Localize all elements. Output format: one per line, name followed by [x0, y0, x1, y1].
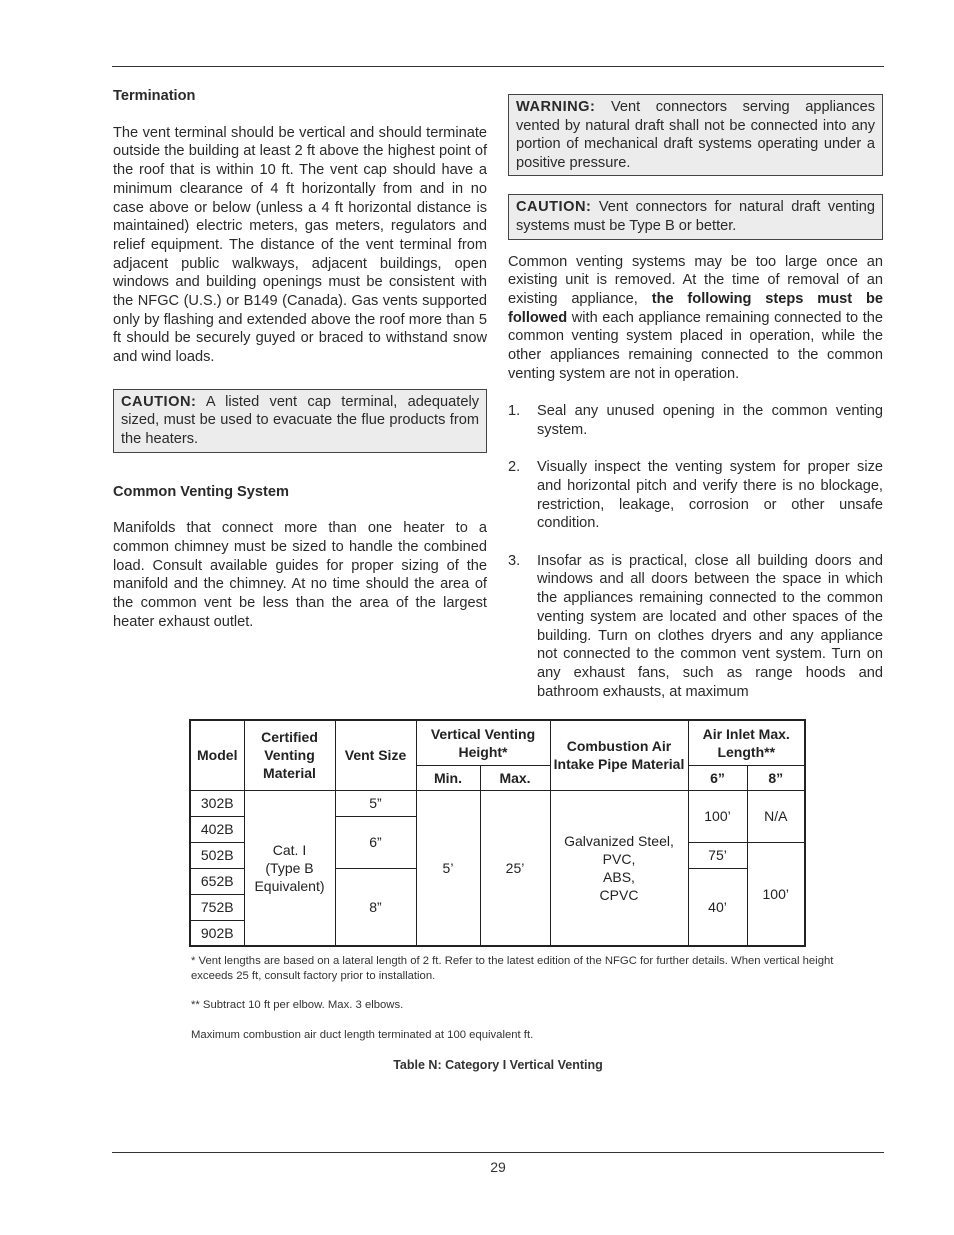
header-6in: 6” — [688, 765, 747, 790]
step-text: Seal any unused opening in the common venting system. — [537, 403, 883, 438]
step-number: 1. — [508, 403, 521, 420]
header-max: Max. — [480, 765, 550, 790]
six-inch-cell: 100’ — [688, 790, 747, 842]
venting-spec-table — [189, 719, 806, 947]
header-vent-size: Vent Size — [335, 720, 416, 790]
note-elbows: ** Subtract 10 ft per elbow. Max. 3 elbows. — [191, 999, 404, 1011]
eight-inch-cell: N/A — [747, 790, 805, 842]
table-row-model: 502B — [190, 842, 244, 868]
caution-box-vent-cap — [113, 389, 487, 453]
vent-size-cell: 5” — [335, 790, 416, 816]
eight-inch-cell: 100’ — [747, 842, 805, 946]
step-number: 3. — [508, 552, 521, 569]
note-max-duct: Maximum combustion air duct length terminated at 100 equivalent ft. — [191, 1028, 534, 1041]
header-combustion-air: Combustion Air Intake Pipe Material — [550, 720, 688, 790]
caution-label: CAUTION: — [121, 393, 197, 410]
table-row-model: 752B — [190, 894, 244, 920]
intro-emphasis: the following steps must be followed — [508, 290, 883, 326]
header-8in: 8” — [747, 765, 805, 790]
step-text: Insofar as is practical, close all building doors and windows and all doors between the space in which the appliances remaining connected to the common venting system are located and other spaces of the building. Turn on clothes dryers and any appliance not connected to the common vent system. Turn on any exhaust fans, such as range hoods and bathroom exhausts, at maximum — [537, 552, 883, 700]
list-item — [508, 402, 883, 439]
left-column — [113, 87, 487, 650]
note-vent-lengths: * Vent lengths are based on a lateral length of 2 ft. Refer to the latest edition of the NFGC for further details. When vertical height exceeds 25 ft, consult factory prior to installation. — [191, 955, 834, 982]
header-min: Min. — [416, 765, 480, 790]
common-venting-paragraph: Manifolds that connect more than one heater to a common chimney must be sized to handle the combined load. Consult available guides for proper sizing of the manifold and the chimney. At no time should the area of the common vent be less than the area of the largest heater exhaust outlet. — [113, 520, 487, 630]
common-venting-heading: Common Venting System — [113, 483, 289, 500]
termination-heading: Termination — [113, 88, 196, 104]
table-row-model: 902B — [190, 920, 244, 946]
vent-size-cell: 6” — [335, 816, 416, 868]
right-column — [508, 94, 883, 720]
warning-label: WARNING: — [516, 99, 596, 115]
warning-text: Vent connectors serving appliances vented by natural draft shall not be connected into any portion of mechanical draft systems operating under a positive pressure. — [516, 99, 875, 171]
bottom-rule — [112, 1152, 884, 1153]
table-caption: Table N: Category I Vertical Venting — [393, 1058, 603, 1072]
caution-label: CAUTION: — [516, 199, 592, 216]
step-text: Visually inspect the venting system for proper size and horizontal pitch and verify there is no blockage, restriction, leakage, corrosion or other unsafe condition. — [537, 459, 883, 532]
table-row-model: 302B — [190, 790, 244, 816]
caution-box-type-b — [508, 194, 883, 239]
table-row-model: 402B — [190, 816, 244, 842]
header-vertical-height: Vertical Venting Height* — [416, 720, 550, 765]
common-venting-intro: Common venting systems may be too large once an existing unit is removed. At the time of removal of an existing appliance, the following steps must be followed with each appliance remaining connected to the common venting system placed in operation, while the other appliances remaining connected to the common venting system are not in operation. — [508, 253, 883, 382]
six-inch-cell: 75’ — [688, 842, 747, 868]
warning-box — [508, 94, 883, 176]
max-height-cell: 25’ — [480, 790, 550, 946]
caution-text: A listed vent cap terminal, adequately sized, must be used to evacuate the flue products from the heaters. — [121, 393, 479, 448]
header-venting-material: Certified Venting Material — [244, 720, 335, 790]
combustion-material-cell: Galvanized Steel, PVC, ABS, CPVC — [550, 790, 688, 946]
termination-paragraph: The vent terminal should be vertical and should terminate outside the building at least 2 ft above the highest point of the roof that is within 10 ft. The vent cap should have a minimum clearance of 4 ft horizontally from and in no case above or below (unless a 4 ft horizontal distance is maintained) electric meters, gas meters, regulators and relief equipment. The distance of the vent terminal from adjacent public walkways, adjacent buildings, open windows and building openings must be consistent with the NFGC (U.S.) or B149 (Canada). Gas vents supported only by flashing and extended above the roof more than 5 ft should be securely guyed or braced to withstand snow and wind loads. — [113, 124, 487, 366]
min-height-cell: 5’ — [416, 790, 480, 946]
vent-size-cell: 8” — [335, 868, 416, 946]
header-model: Model — [190, 720, 244, 790]
header-air-inlet: Air Inlet Max. Length** — [688, 720, 805, 765]
venting-steps-list — [508, 402, 883, 701]
page-number: 29 — [490, 1159, 506, 1175]
caution-text: Vent connectors for natural draft venting systems must be Type B or better. — [516, 199, 875, 234]
six-inch-cell: 40’ — [688, 868, 747, 946]
list-item — [508, 552, 883, 702]
table-row-model: 652B — [190, 868, 244, 894]
table-notes — [191, 954, 841, 1057]
top-rule — [112, 66, 884, 67]
material-cell: Cat. I (Type B Equivalent) — [244, 790, 335, 946]
list-item — [508, 458, 883, 533]
step-number: 2. — [508, 459, 521, 476]
